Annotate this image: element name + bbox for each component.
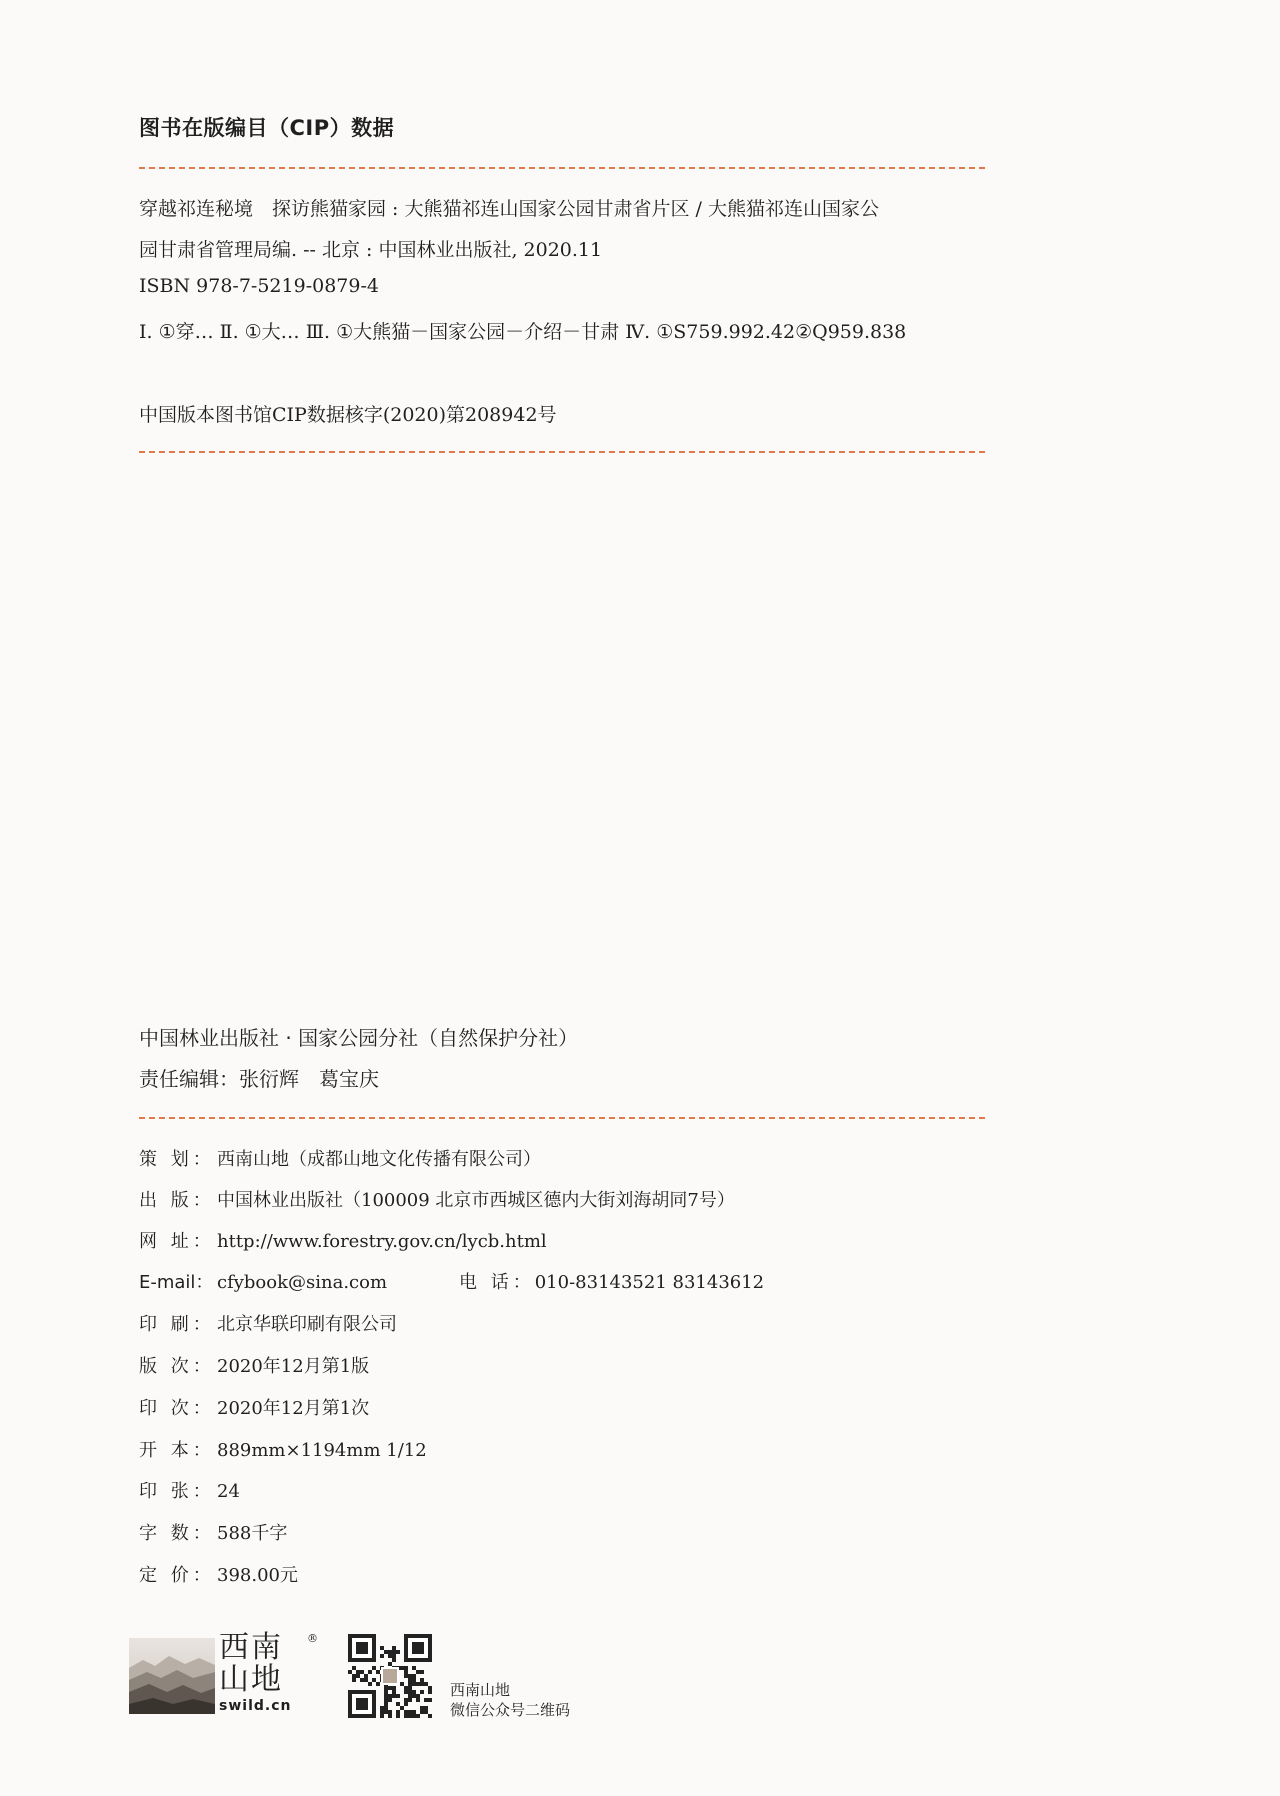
info-label: 开 本： bbox=[139, 1440, 215, 1461]
info-row-planning bbox=[139, 1145, 541, 1171]
info-row-sheets bbox=[139, 1477, 240, 1503]
editors-names: 张衍辉 葛宝庆 bbox=[239, 1067, 379, 1091]
divider-top bbox=[139, 167, 985, 169]
info-label: 策 划： bbox=[139, 1149, 215, 1170]
info-value: 2020年12月第1次 bbox=[217, 1398, 370, 1419]
info-row-publisher bbox=[139, 1186, 735, 1212]
info-value: 2020年12月第1版 bbox=[217, 1356, 370, 1377]
info-value: 西南山地（成都山地文化传播有限公司） bbox=[217, 1149, 541, 1170]
info-phone bbox=[459, 1268, 764, 1294]
logo-url: swild.cn bbox=[219, 1698, 292, 1714]
logo-wordmark bbox=[219, 1632, 319, 1722]
qr-code-icon bbox=[348, 1634, 432, 1718]
info-label: 版 次： bbox=[139, 1356, 215, 1377]
cip-title: 图书在版编目（CIP）数据 bbox=[139, 116, 395, 140]
info-value: 24 bbox=[217, 1481, 240, 1502]
info-value: 北京华联印刷有限公司 bbox=[217, 1314, 397, 1335]
responsible-editors bbox=[139, 1063, 379, 1092]
info-row-word-count bbox=[139, 1519, 287, 1545]
info-label: 印 次： bbox=[139, 1398, 215, 1419]
cip-line-1: 穿越祁连秘境 探访熊猫家园 : 大熊猫祁连山国家公园甘肃省片区 / 大熊猫祁连山国家公 bbox=[139, 198, 879, 220]
qr-caption bbox=[450, 1680, 570, 1720]
info-label: 网 址： bbox=[139, 1231, 215, 1252]
divider-cip-end bbox=[139, 451, 985, 453]
info-value: 588千字 bbox=[217, 1523, 288, 1544]
info-row-format bbox=[139, 1436, 427, 1462]
qr-caption-line-1: 西南山地 bbox=[450, 1681, 511, 1699]
info-label: E-mail： bbox=[139, 1272, 214, 1293]
phone-value: 010-83143521 83143612 bbox=[534, 1272, 765, 1293]
info-label: 印 张： bbox=[139, 1481, 215, 1502]
info-row-price bbox=[139, 1561, 298, 1587]
divider-info bbox=[139, 1117, 985, 1119]
cip-classification: Ⅰ. ①穿… Ⅱ. ①大… Ⅲ. ①大熊猫－国家公园－介绍－甘肃 Ⅳ. ①S759.992.42②Q959.838 bbox=[139, 321, 907, 343]
registered-mark: ® bbox=[307, 1632, 318, 1645]
info-label: 字 数： bbox=[139, 1523, 215, 1544]
editors-label: 责任编辑： bbox=[139, 1067, 239, 1091]
logo-name: 西南山地 bbox=[219, 1630, 283, 1697]
cip-line-2: 园甘肃省管理局编. -- 北京 : 中国林业出版社, 2020.11 bbox=[139, 239, 603, 261]
info-row-impression bbox=[139, 1394, 369, 1420]
info-value: 中国林业出版社（100009 北京市西城区德内大街刘海胡同7号） bbox=[217, 1190, 735, 1211]
info-label: 出 版： bbox=[139, 1190, 215, 1211]
info-value: 889mm×1194mm 1/12 bbox=[217, 1440, 427, 1461]
publisher-name: 中国林业出版社 · 国家公园分社（自然保护分社） bbox=[139, 1026, 579, 1050]
info-row-email bbox=[139, 1268, 387, 1294]
cip-isbn: ISBN 978-7-5219-0879-4 bbox=[139, 275, 379, 297]
info-label: 定 价： bbox=[139, 1565, 215, 1586]
info-row-printing bbox=[139, 1310, 397, 1336]
info-value: http://www.forestry.gov.cn/lycb.html bbox=[217, 1231, 547, 1252]
cip-check-number: 中国版本图书馆CIP数据核字(2020)第208942号 bbox=[139, 404, 557, 426]
phone-label: 电 话： bbox=[459, 1272, 535, 1293]
mountain-logo-icon bbox=[129, 1638, 215, 1714]
info-row-website bbox=[139, 1227, 547, 1253]
info-row-edition bbox=[139, 1352, 369, 1378]
qr-caption-line-2: 微信公众号二维码 bbox=[450, 1701, 571, 1719]
info-value: 398.00元 bbox=[217, 1565, 298, 1586]
info-label: 印 刷： bbox=[139, 1314, 215, 1335]
info-value: cfybook@sina.com bbox=[217, 1272, 388, 1293]
